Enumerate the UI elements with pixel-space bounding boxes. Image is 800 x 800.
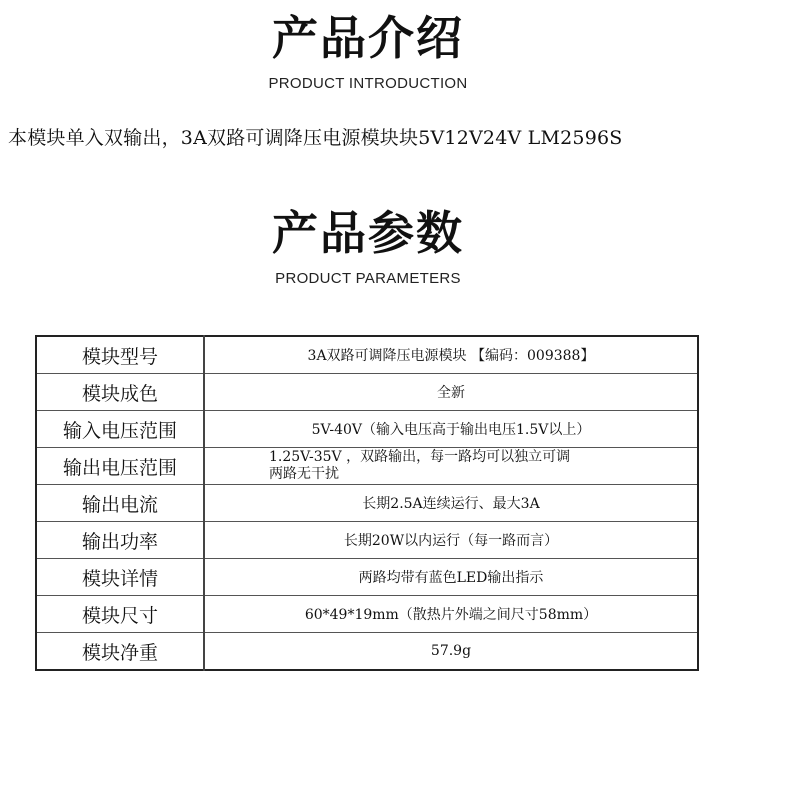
row-label: 模块型号: [36, 336, 204, 374]
params-title-en: PRODUCT PARAMETERS: [275, 270, 461, 287]
row-label: 模块尺寸: [36, 596, 204, 633]
row-label: 模块成色: [36, 374, 204, 411]
params-title-cn: 产品参数: [272, 206, 464, 260]
row-value: 长期2.5A连续运行、最大3A: [204, 485, 698, 522]
row-label: 输出电压范围: [36, 448, 204, 485]
intro-title-cn: 产品介绍: [272, 11, 464, 65]
row-value: 两路均带有蓝色LED输出指示: [204, 559, 698, 596]
row-value: 60*49*19mm（散热片外端之间尺寸58mm）: [204, 596, 698, 633]
row-value-line1: 1.25V-35V ，双路输出，每一路均可以独立可调: [269, 449, 571, 465]
row-label: 模块详情: [36, 559, 204, 596]
table-row: [36, 559, 698, 596]
row-value: 57.9g: [204, 633, 698, 671]
intro-description: 本模块单入双输出，3A双路可调降压电源模块块5V12V24V LM2596S: [8, 127, 623, 149]
row-label: 输出功率: [36, 522, 204, 559]
table-row: [36, 522, 698, 559]
table-row: [36, 633, 698, 671]
params-heading: [0, 206, 736, 287]
table-row: [36, 411, 698, 448]
row-label: 输入电压范围: [36, 411, 204, 448]
row-value: [204, 448, 698, 485]
table-row: [36, 485, 698, 522]
row-value-line2: 两路无干扰: [269, 466, 339, 482]
intro-title-en: PRODUCT INTRODUCTION: [268, 75, 468, 92]
row-value: 3A双路可调降压电源模块 【编码：009388】: [204, 336, 698, 374]
table-row: [36, 374, 698, 411]
row-value: 5V-40V（输入电压高于输出电压1.5V以上）: [204, 411, 698, 448]
table-row: [36, 448, 698, 485]
params-table: [35, 335, 699, 671]
row-label: 输出电流: [36, 485, 204, 522]
table-row: [36, 596, 698, 633]
row-label: 模块净重: [36, 633, 204, 671]
row-value: 长期20W以内运行（每一路而言）: [204, 522, 698, 559]
intro-heading: [0, 11, 736, 92]
table-row: [36, 336, 698, 374]
row-value: 全新: [204, 374, 698, 411]
